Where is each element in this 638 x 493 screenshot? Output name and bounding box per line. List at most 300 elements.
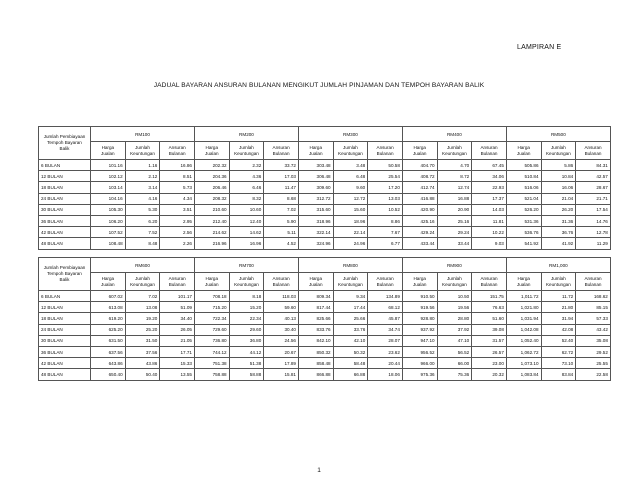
value-cell: 19.56 bbox=[437, 302, 472, 313]
column-header-line: Jumlah bbox=[343, 275, 358, 281]
value-cell: 66.88 bbox=[333, 369, 368, 380]
column-header bbox=[541, 273, 576, 291]
period-cell: 18 BULAN bbox=[39, 313, 91, 324]
column-header-line: Keuntungan bbox=[234, 281, 259, 287]
value-cell: 29.60 bbox=[229, 324, 264, 335]
value-cell: 8.32 bbox=[229, 193, 264, 204]
column-header-line: Bulanan bbox=[376, 150, 394, 156]
value-cell: 842.10 bbox=[298, 335, 333, 346]
value-cell: 4.34 bbox=[160, 193, 195, 204]
column-header-line: Jualan bbox=[308, 150, 323, 156]
value-cell: 118.03 bbox=[264, 291, 299, 302]
value-cell: 85.15 bbox=[576, 302, 611, 313]
corner-label-line: Tempoh Bayaran bbox=[47, 140, 82, 145]
value-cell: 14.03 bbox=[472, 204, 507, 215]
value-cell: 20.67 bbox=[264, 346, 299, 357]
value-cell: 57.33 bbox=[576, 313, 611, 324]
value-cell: 23.00 bbox=[472, 358, 507, 369]
value-cell: 62.72 bbox=[541, 346, 576, 357]
column-header-line: Bulanan bbox=[480, 281, 498, 287]
column-header-line: Jualan bbox=[205, 150, 219, 156]
value-cell: 50.58 bbox=[368, 160, 403, 171]
value-cell: 541.92 bbox=[506, 238, 541, 249]
value-cell: 25.20 bbox=[125, 324, 160, 335]
value-cell: 309.60 bbox=[298, 182, 333, 193]
column-header-line: Keuntungan bbox=[130, 281, 155, 287]
column-header-line: Harga bbox=[413, 275, 426, 281]
value-cell: 12.74 bbox=[437, 182, 472, 193]
table-row bbox=[39, 227, 611, 238]
sub-header-row bbox=[39, 273, 611, 291]
column-header-line: Jualan bbox=[308, 281, 323, 287]
value-cell: 31.57 bbox=[472, 335, 507, 346]
table-row bbox=[39, 313, 611, 324]
value-cell: 22.93 bbox=[472, 182, 507, 193]
value-cell: 2.32 bbox=[229, 160, 264, 171]
value-cell: 20.90 bbox=[437, 204, 472, 215]
value-cell: 43.42 bbox=[576, 324, 611, 335]
column-header bbox=[368, 273, 403, 291]
value-cell: 8.18 bbox=[229, 291, 264, 302]
column-header-line: Jualan bbox=[101, 281, 115, 287]
column-header-line: Keuntungan bbox=[130, 150, 155, 156]
value-cell: 12.78 bbox=[576, 227, 611, 238]
column-header-line: Jualan bbox=[516, 150, 531, 156]
value-cell: 37.56 bbox=[125, 346, 160, 357]
value-cell: 214.62 bbox=[194, 227, 229, 238]
column-header bbox=[472, 273, 507, 291]
column-header-line: Ansuran bbox=[376, 144, 394, 150]
value-cell: 1,011.72 bbox=[506, 291, 541, 302]
value-cell: 751.38 bbox=[194, 358, 229, 369]
value-cell: 104.16 bbox=[91, 193, 126, 204]
period-cell: 6 BULAN bbox=[39, 160, 91, 171]
value-cell: 13.55 bbox=[160, 369, 195, 380]
value-cell: 210.60 bbox=[194, 204, 229, 215]
value-cell: 631.50 bbox=[91, 335, 126, 346]
value-cell: 37.92 bbox=[437, 324, 472, 335]
value-cell: 416.88 bbox=[402, 193, 437, 204]
period-cell: 48 BULAN bbox=[39, 238, 91, 249]
value-cell: 10.84 bbox=[541, 171, 576, 182]
value-cell: 17.03 bbox=[264, 171, 299, 182]
column-header bbox=[506, 273, 541, 291]
value-cell: 318.96 bbox=[298, 215, 333, 226]
value-cell: 51.38 bbox=[229, 358, 264, 369]
value-cell: 3.51 bbox=[160, 204, 195, 215]
column-header bbox=[264, 273, 299, 291]
value-cell: 68.12 bbox=[368, 302, 403, 313]
value-cell: 216.96 bbox=[194, 238, 229, 249]
period-cell: 18 BULAN bbox=[39, 182, 91, 193]
column-header bbox=[437, 273, 472, 291]
column-header-line: Ansuran bbox=[584, 144, 602, 150]
value-cell: 40.13 bbox=[264, 313, 299, 324]
column-header-line: Jumlah bbox=[135, 275, 150, 281]
value-cell: 531.36 bbox=[506, 215, 541, 226]
value-cell: 25.66 bbox=[333, 313, 368, 324]
value-cell: 521.04 bbox=[506, 193, 541, 204]
value-cell: 106.20 bbox=[91, 215, 126, 226]
column-header-line: Jualan bbox=[412, 281, 427, 287]
column-header-line: Jumlah bbox=[550, 275, 566, 281]
value-cell: 817.44 bbox=[298, 302, 333, 313]
value-cell: 9.03 bbox=[472, 238, 507, 249]
value-cell: 101.17 bbox=[160, 291, 195, 302]
amount-group-header: RM500 bbox=[506, 127, 610, 142]
column-header-line: Keuntungan bbox=[338, 281, 363, 287]
value-cell: 168.62 bbox=[576, 291, 611, 302]
amount-group-header: RM1,000 bbox=[506, 258, 610, 273]
value-cell: 17.54 bbox=[576, 204, 611, 215]
table-row bbox=[39, 182, 611, 193]
value-cell: 35.08 bbox=[576, 335, 611, 346]
value-cell: 1,042.08 bbox=[506, 324, 541, 335]
value-cell: 4.70 bbox=[437, 160, 472, 171]
column-header-line: Ansuran bbox=[272, 144, 290, 150]
column-header bbox=[333, 273, 368, 291]
column-header-line: Keuntungan bbox=[234, 150, 259, 156]
value-cell: 15.60 bbox=[333, 204, 368, 215]
value-cell: 17.20 bbox=[368, 182, 403, 193]
column-header-line: Keuntungan bbox=[442, 281, 467, 287]
value-cell: 33.72 bbox=[264, 160, 299, 171]
value-cell: 11.47 bbox=[264, 182, 299, 193]
value-cell: 404.70 bbox=[402, 160, 437, 171]
value-cell: 19.20 bbox=[125, 313, 160, 324]
value-cell: 303.48 bbox=[298, 160, 333, 171]
value-cell: 101.16 bbox=[91, 160, 126, 171]
column-header bbox=[125, 273, 160, 291]
column-header-line: Jumlah bbox=[135, 144, 150, 150]
value-cell: 44.12 bbox=[229, 346, 264, 357]
value-cell: 28.67 bbox=[576, 182, 611, 193]
value-cell: 59.60 bbox=[264, 302, 299, 313]
value-cell: 16.88 bbox=[437, 193, 472, 204]
column-header bbox=[576, 273, 611, 291]
amount-group-header: RM700 bbox=[194, 258, 298, 273]
column-header-line: Jualan bbox=[101, 150, 115, 156]
value-cell: 6.77 bbox=[368, 238, 403, 249]
value-cell: 510.84 bbox=[506, 171, 541, 182]
value-cell: 643.86 bbox=[91, 358, 126, 369]
column-header-line: Ansuran bbox=[584, 275, 602, 281]
value-cell: 23.62 bbox=[368, 346, 403, 357]
value-cell: 34.74 bbox=[368, 324, 403, 335]
column-header bbox=[298, 273, 333, 291]
value-cell: 8.72 bbox=[437, 171, 472, 182]
column-header-line: Jualan bbox=[516, 281, 531, 287]
value-cell: 24.56 bbox=[264, 335, 299, 346]
value-cell: 21.80 bbox=[541, 302, 576, 313]
value-cell: 966.00 bbox=[402, 358, 437, 369]
value-cell: 1,073.10 bbox=[506, 358, 541, 369]
column-header-line: Keuntungan bbox=[545, 281, 571, 287]
value-cell: 312.72 bbox=[298, 193, 333, 204]
column-header-line: Ansuran bbox=[168, 275, 186, 281]
value-cell: 937.92 bbox=[402, 324, 437, 335]
value-cell: 107.52 bbox=[91, 227, 126, 238]
value-cell: 11.29 bbox=[576, 238, 611, 249]
value-cell: 1.16 bbox=[125, 160, 160, 171]
document-title: JADUAL BAYARAN ANSURAN BULANAN MENGIKUT JUMLAH PINJAMAN DAN TEMPOH BAYARAN BALIK bbox=[153, 82, 485, 89]
column-header bbox=[402, 142, 437, 160]
value-cell: 202.32 bbox=[194, 160, 229, 171]
value-cell: 52.40 bbox=[541, 335, 576, 346]
value-cell: 7.02 bbox=[264, 204, 299, 215]
value-cell: 17.89 bbox=[264, 358, 299, 369]
column-header-line: Harga bbox=[309, 144, 323, 150]
value-cell: 25.16 bbox=[437, 215, 472, 226]
table-row bbox=[39, 324, 611, 335]
column-header-line: Jumlah bbox=[446, 144, 462, 150]
value-cell: 66.00 bbox=[437, 358, 472, 369]
value-cell: 11.81 bbox=[472, 215, 507, 226]
value-cell: 105.30 bbox=[91, 204, 126, 215]
value-cell: 102.12 bbox=[91, 171, 126, 182]
value-cell: 21.71 bbox=[576, 193, 611, 204]
table-row bbox=[39, 335, 611, 346]
column-header bbox=[333, 142, 368, 160]
column-header-line: Jualan bbox=[205, 281, 219, 287]
value-cell: 825.66 bbox=[298, 313, 333, 324]
period-cell: 12 BULAN bbox=[39, 302, 91, 313]
value-cell: 76.63 bbox=[472, 302, 507, 313]
corner-label-line: Tempoh Bayaran bbox=[47, 271, 82, 276]
column-header-line: Jualan bbox=[412, 150, 427, 156]
column-header bbox=[91, 273, 126, 291]
value-cell: 26.57 bbox=[472, 346, 507, 357]
period-cell: 24 BULAN bbox=[39, 324, 91, 335]
value-cell: 10.22 bbox=[472, 227, 507, 238]
value-cell: 744.12 bbox=[194, 346, 229, 357]
value-cell: 8.68 bbox=[264, 193, 299, 204]
value-cell: 607.02 bbox=[91, 291, 126, 302]
value-cell: 736.80 bbox=[194, 335, 229, 346]
value-cell: 17.71 bbox=[160, 346, 195, 357]
value-cell: 15.33 bbox=[160, 358, 195, 369]
value-cell: 67.45 bbox=[472, 160, 507, 171]
table-row bbox=[39, 302, 611, 313]
column-header bbox=[541, 142, 576, 160]
value-cell: 7.52 bbox=[125, 227, 160, 238]
value-cell: 22.58 bbox=[576, 369, 611, 380]
value-cell: 306.48 bbox=[298, 171, 333, 182]
value-cell: 505.86 bbox=[506, 160, 541, 171]
value-cell: 73.10 bbox=[541, 358, 576, 369]
column-header-line: Bulanan bbox=[376, 281, 394, 287]
column-header-line: Bulanan bbox=[584, 150, 602, 156]
column-header-line: Harga bbox=[205, 144, 219, 150]
value-cell: 26.20 bbox=[541, 204, 576, 215]
value-cell: 28.80 bbox=[437, 313, 472, 324]
value-cell: 134.89 bbox=[368, 291, 403, 302]
value-cell: 10.50 bbox=[437, 291, 472, 302]
value-cell: 29.24 bbox=[437, 227, 472, 238]
value-cell: 7.67 bbox=[368, 227, 403, 238]
value-cell: 408.72 bbox=[402, 171, 437, 182]
value-cell: 14.76 bbox=[576, 215, 611, 226]
value-cell: 50.32 bbox=[333, 346, 368, 357]
value-cell: 13.08 bbox=[125, 302, 160, 313]
value-cell: 315.60 bbox=[298, 204, 333, 215]
table-row bbox=[39, 369, 611, 380]
column-header bbox=[125, 142, 160, 160]
value-cell: 919.56 bbox=[402, 302, 437, 313]
column-header bbox=[402, 273, 437, 291]
value-cell: 31.36 bbox=[541, 215, 576, 226]
value-cell: 8.51 bbox=[160, 171, 195, 182]
column-header bbox=[472, 142, 507, 160]
value-cell: 16.96 bbox=[229, 238, 264, 249]
value-cell: 516.06 bbox=[506, 182, 541, 193]
value-cell: 8.86 bbox=[368, 215, 403, 226]
period-cell: 36 BULAN bbox=[39, 346, 91, 357]
table-row bbox=[39, 215, 611, 226]
value-cell: 17.44 bbox=[333, 302, 368, 313]
column-header bbox=[229, 142, 264, 160]
column-header bbox=[160, 273, 195, 291]
value-cell: 729.60 bbox=[194, 324, 229, 335]
value-cell: 31.94 bbox=[541, 313, 576, 324]
period-cell: 30 BULAN bbox=[39, 204, 91, 215]
value-cell: 1,062.72 bbox=[506, 346, 541, 357]
value-cell: 45.87 bbox=[368, 313, 403, 324]
value-cell: 858.48 bbox=[298, 358, 333, 369]
table-row bbox=[39, 171, 611, 182]
column-header-line: Bulanan bbox=[584, 281, 602, 287]
period-cell: 42 BULAN bbox=[39, 227, 91, 238]
installment-table-2 bbox=[38, 257, 611, 381]
value-cell: 34.40 bbox=[160, 313, 195, 324]
corner-label-line: Balik bbox=[59, 277, 70, 282]
value-cell: 850.32 bbox=[298, 346, 333, 357]
column-header-line: Ansuran bbox=[272, 275, 290, 281]
value-cell: 42.10 bbox=[333, 335, 368, 346]
column-header-line: Jumlah bbox=[446, 275, 462, 281]
column-header-line: Bulanan bbox=[480, 150, 498, 156]
value-cell: 324.96 bbox=[298, 238, 333, 249]
value-cell: 20.44 bbox=[368, 358, 403, 369]
group-header-row bbox=[39, 258, 611, 273]
value-cell: 10.52 bbox=[368, 204, 403, 215]
column-header-line: Ansuran bbox=[376, 275, 394, 281]
value-cell: 6.20 bbox=[125, 215, 160, 226]
column-header-line: Harga bbox=[101, 144, 115, 150]
column-header-line: Jumlah bbox=[239, 275, 254, 281]
value-cell: 637.56 bbox=[91, 346, 126, 357]
value-cell: 809.34 bbox=[298, 291, 333, 302]
column-header-line: Harga bbox=[101, 275, 115, 281]
value-cell: 715.20 bbox=[194, 302, 229, 313]
table-row bbox=[39, 291, 611, 302]
column-header bbox=[194, 142, 229, 160]
value-cell: 26.05 bbox=[160, 324, 195, 335]
corner-label-line: Jumlah Pembiayaan bbox=[43, 265, 86, 270]
value-cell: 10.60 bbox=[229, 204, 264, 215]
value-cell: 75.36 bbox=[437, 369, 472, 380]
column-header-line: Bulanan bbox=[272, 150, 290, 156]
value-cell: 31.50 bbox=[125, 335, 160, 346]
value-cell: 25.55 bbox=[576, 358, 611, 369]
period-cell: 30 BULAN bbox=[39, 335, 91, 346]
value-cell: 619.20 bbox=[91, 313, 126, 324]
value-cell: 3.14 bbox=[125, 182, 160, 193]
amount-group-header: RM900 bbox=[402, 258, 506, 273]
value-cell: 24.96 bbox=[333, 238, 368, 249]
value-cell: 1,052.40 bbox=[506, 335, 541, 346]
value-cell: 42.57 bbox=[576, 171, 611, 182]
value-cell: 9.34 bbox=[333, 291, 368, 302]
value-cell: 429.24 bbox=[402, 227, 437, 238]
corner-label-line: Jumlah Pembiayaan bbox=[43, 134, 86, 139]
amount-group-header: RM600 bbox=[91, 258, 195, 273]
value-cell: 613.08 bbox=[91, 302, 126, 313]
value-cell: 50.40 bbox=[125, 369, 160, 380]
column-header-line: Bulanan bbox=[168, 150, 186, 156]
value-cell: 33.44 bbox=[437, 238, 472, 249]
value-cell: 758.88 bbox=[194, 369, 229, 380]
value-cell: 22.34 bbox=[229, 313, 264, 324]
value-cell: 56.52 bbox=[437, 346, 472, 357]
corner-label bbox=[39, 258, 91, 291]
column-header-line: Ansuran bbox=[480, 275, 498, 281]
table-row bbox=[39, 358, 611, 369]
value-cell: 25.54 bbox=[368, 171, 403, 182]
value-cell: 33.76 bbox=[333, 324, 368, 335]
value-cell: 1,083.84 bbox=[506, 369, 541, 380]
table-row bbox=[39, 238, 611, 249]
value-cell: 4.36 bbox=[229, 171, 264, 182]
value-cell: 42.08 bbox=[541, 324, 576, 335]
value-cell: 6.48 bbox=[333, 171, 368, 182]
value-cell: 12.72 bbox=[333, 193, 368, 204]
column-header-line: Harga bbox=[517, 275, 530, 281]
value-cell: 928.80 bbox=[402, 313, 437, 324]
corner-label-line: Balik bbox=[59, 146, 70, 151]
value-cell: 4.16 bbox=[125, 193, 160, 204]
value-cell: 21.05 bbox=[160, 335, 195, 346]
value-cell: 420.90 bbox=[402, 204, 437, 215]
installment-table-1 bbox=[38, 126, 611, 250]
table-row bbox=[39, 204, 611, 215]
group-header-row bbox=[39, 127, 611, 142]
value-cell: 8.48 bbox=[125, 238, 160, 249]
value-cell: 866.88 bbox=[298, 369, 333, 380]
value-cell: 30.40 bbox=[264, 324, 299, 335]
value-cell: 58.48 bbox=[333, 358, 368, 369]
value-cell: 722.34 bbox=[194, 313, 229, 324]
column-header bbox=[194, 273, 229, 291]
value-cell: 83.84 bbox=[541, 369, 576, 380]
table-row bbox=[39, 160, 611, 171]
column-header-line: Jumlah bbox=[550, 144, 566, 150]
value-cell: 18.06 bbox=[368, 369, 403, 380]
value-cell: 11.72 bbox=[541, 291, 576, 302]
value-cell: 5.73 bbox=[160, 182, 195, 193]
value-cell: 28.07 bbox=[368, 335, 403, 346]
value-cell: 947.10 bbox=[402, 335, 437, 346]
table-row bbox=[39, 193, 611, 204]
value-cell: 7.02 bbox=[125, 291, 160, 302]
value-cell: 322.14 bbox=[298, 227, 333, 238]
value-cell: 536.76 bbox=[506, 227, 541, 238]
column-header bbox=[264, 142, 299, 160]
value-cell: 14.62 bbox=[229, 227, 264, 238]
value-cell: 16.06 bbox=[541, 182, 576, 193]
value-cell: 34.06 bbox=[472, 171, 507, 182]
value-cell: 16.86 bbox=[160, 160, 195, 171]
